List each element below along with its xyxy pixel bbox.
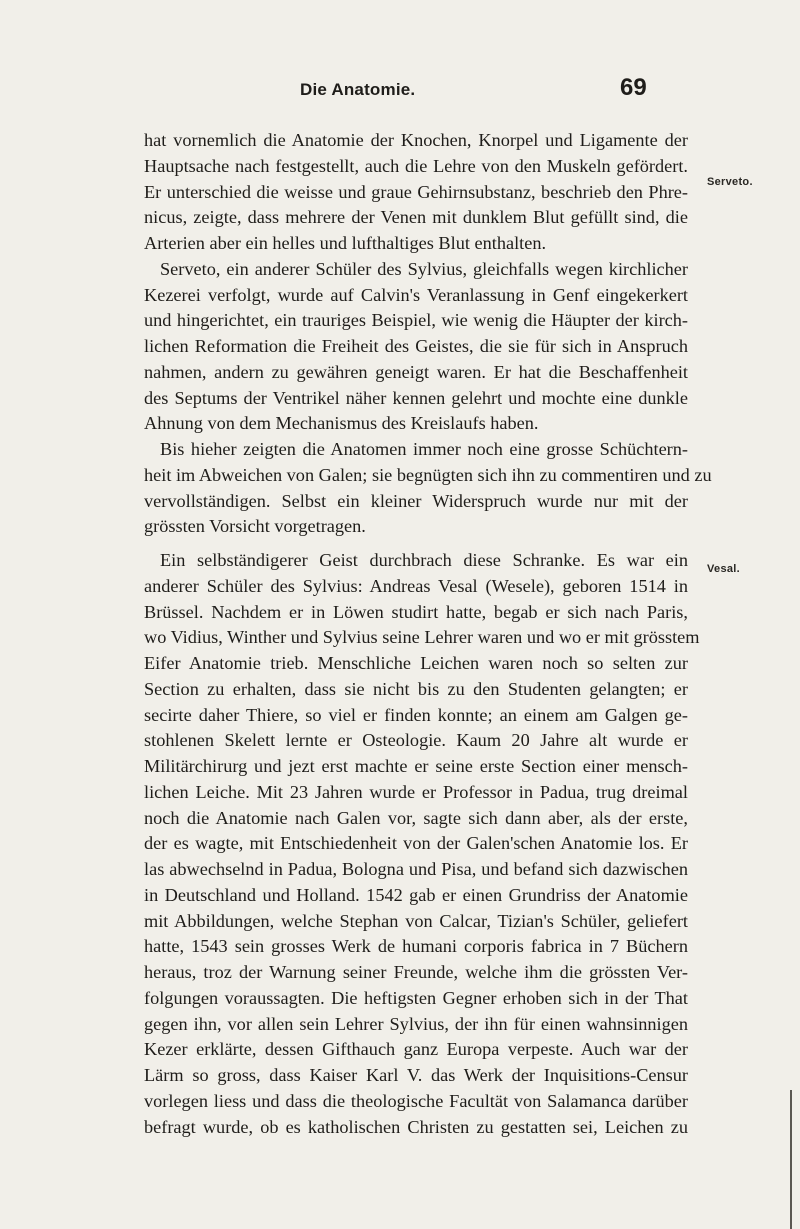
text-line: secirte daher Thiere, so viel er finden konnte; an einem am Galgen ge- — [144, 704, 688, 725]
text-line: Serveto, ein anderer Schüler des Sylvius, gleichfalls wegen kirchlicher — [160, 258, 688, 279]
running-header — [0, 74, 800, 110]
text-line: der es wagte, mit Entschiedenheit von der Galen'schen Anatomie los. Er — [144, 833, 688, 854]
text-line: des Septums der Ventrikel näher kennen gelehrt und mochte eine dunkle — [144, 387, 688, 408]
running-title: Die Anatomie. — [300, 80, 416, 99]
margin-note-vesal: Vesal. — [707, 563, 740, 575]
text-line: anderer Schüler des Sylvius: Andreas Vesal (Wesele), geboren 1514 in — [144, 575, 688, 596]
text-line: Section zu erhalten, dass sie nicht bis zu den Studenten gelangten; er — [144, 678, 688, 699]
text-line: Kezer erklärte, dessen Gifthauch ganz Europa verpeste. Auch war der — [144, 1039, 688, 1060]
text-line: gegen ihn, vor allen sein Lehrer Sylvius, der ihn für einen wahnsinnigen — [144, 1013, 688, 1034]
text-line: Brüssel. Nachdem er in Löwen studirt hatte, begab er sich nach Paris, — [144, 601, 688, 622]
text-line: Eifer Anatomie trieb. Menschliche Leichen waren noch so selten zur — [144, 653, 688, 673]
section-gap — [144, 540, 688, 548]
text-line: lichen Leiche. Mit 23 Jahren wurde er Professor in Padua, trug dreimal — [144, 781, 688, 802]
text-line: grössten Vorsicht vorgetragen. — [144, 516, 366, 537]
body-text — [144, 128, 712, 1140]
margin-note-serveto: Serveto. — [707, 176, 753, 188]
text-line: Hauptsache nach festgestellt, auch die Lehre von den Muskeln gefördert. — [144, 155, 688, 176]
text-line: vorlegen liess und dass die theologische Facultät von Salamanca darüber — [144, 1090, 688, 1111]
text-line: heraus, troz der Warnung seiner Freunde, welche ihm die grössten Ver- — [144, 962, 688, 982]
text-line: Er unterschied die weisse und graue Gehirnsubstanz, beschrieb den Phre- — [144, 181, 688, 202]
text-line: hat vornemlich die Anatomie der Knochen, Knorpel und Ligamente der — [144, 130, 688, 150]
text-line: stohlenen Skelett lernte er Osteologie. Kaum 20 Jahre alt wurde er — [144, 730, 688, 751]
text-line: heit im Abweichen von Galen; sie begnügten sich ihn zu commentiren und zu — [144, 464, 712, 485]
text-line: Ein selbständigerer Geist durchbrach diese Schranke. Es war ein — [160, 550, 688, 570]
text-line: und hingerichtet, ein trauriges Beispiel, wie wenig die Häupter der kirch- — [144, 310, 688, 331]
text-line: befragt wurde, ob es katholischen Christen zu gestatten sei, Leichen zu — [144, 1116, 688, 1137]
text-line: vervollständigen. Selbst ein kleiner Widerspruch wurde nur mit der — [144, 490, 688, 511]
text-line: wo Vidius, Winther und Sylvius seine Lehrer waren und wo er mit grösstem — [144, 627, 700, 648]
binding-edge — [790, 1090, 792, 1229]
text-line: noch die Anatomie nach Galen vor, sagte sich dann aber, als der erste, — [144, 807, 688, 828]
text-line: in Deutschland und Holland. 1542 gab er einen Grundriss der Anatomie — [144, 884, 688, 905]
text-line: hatte, 1543 sein grosses Werk de humani corporis fabrica in 7 Büchern — [144, 936, 688, 957]
text-line: folgungen voraussagten. Die heftigsten Gegner erhoben sich in der That — [144, 987, 688, 1008]
text-line: mit Abbildungen, welche Stephan von Calcar, Tizian's Schüler, geliefert — [144, 910, 688, 931]
text-line: Militärchirurg und jezt erst machte er seine erste Section einer mensch- — [144, 756, 688, 776]
text-line: nicus, zeigte, dass mehrere der Venen mit dunklem Blut gefüllt sind, die — [144, 207, 688, 228]
text-line: Ahnung von dem Mechanismus des Kreislaufs haben. — [144, 413, 539, 434]
text-line: Kezerei verfolgt, wurde auf Calvin's Veranlassung in Genf eingekerkert — [144, 284, 688, 305]
text-line: las abwechselnd in Padua, Bologna und Pisa, und befand sich dazwischen — [144, 859, 688, 879]
text-line: nahmen, andern zu gewähren geneigt waren. Er hat die Beschaffenheit — [144, 361, 688, 382]
text-line: lichen Reformation die Freiheit des Geistes, die sie für sich in Anspruch — [144, 336, 688, 356]
text-line: Arterien aber ein helles und lufthaltiges Blut enthalten. — [144, 233, 547, 253]
text-line: Bis hieher zeigten die Anatomen immer noch eine grosse Schüchtern- — [160, 439, 688, 459]
page-number: 69 — [620, 74, 647, 101]
text-line: Lärm so gross, dass Kaiser Karl V. das Werk der Inquisitions-Censur — [144, 1065, 688, 1085]
